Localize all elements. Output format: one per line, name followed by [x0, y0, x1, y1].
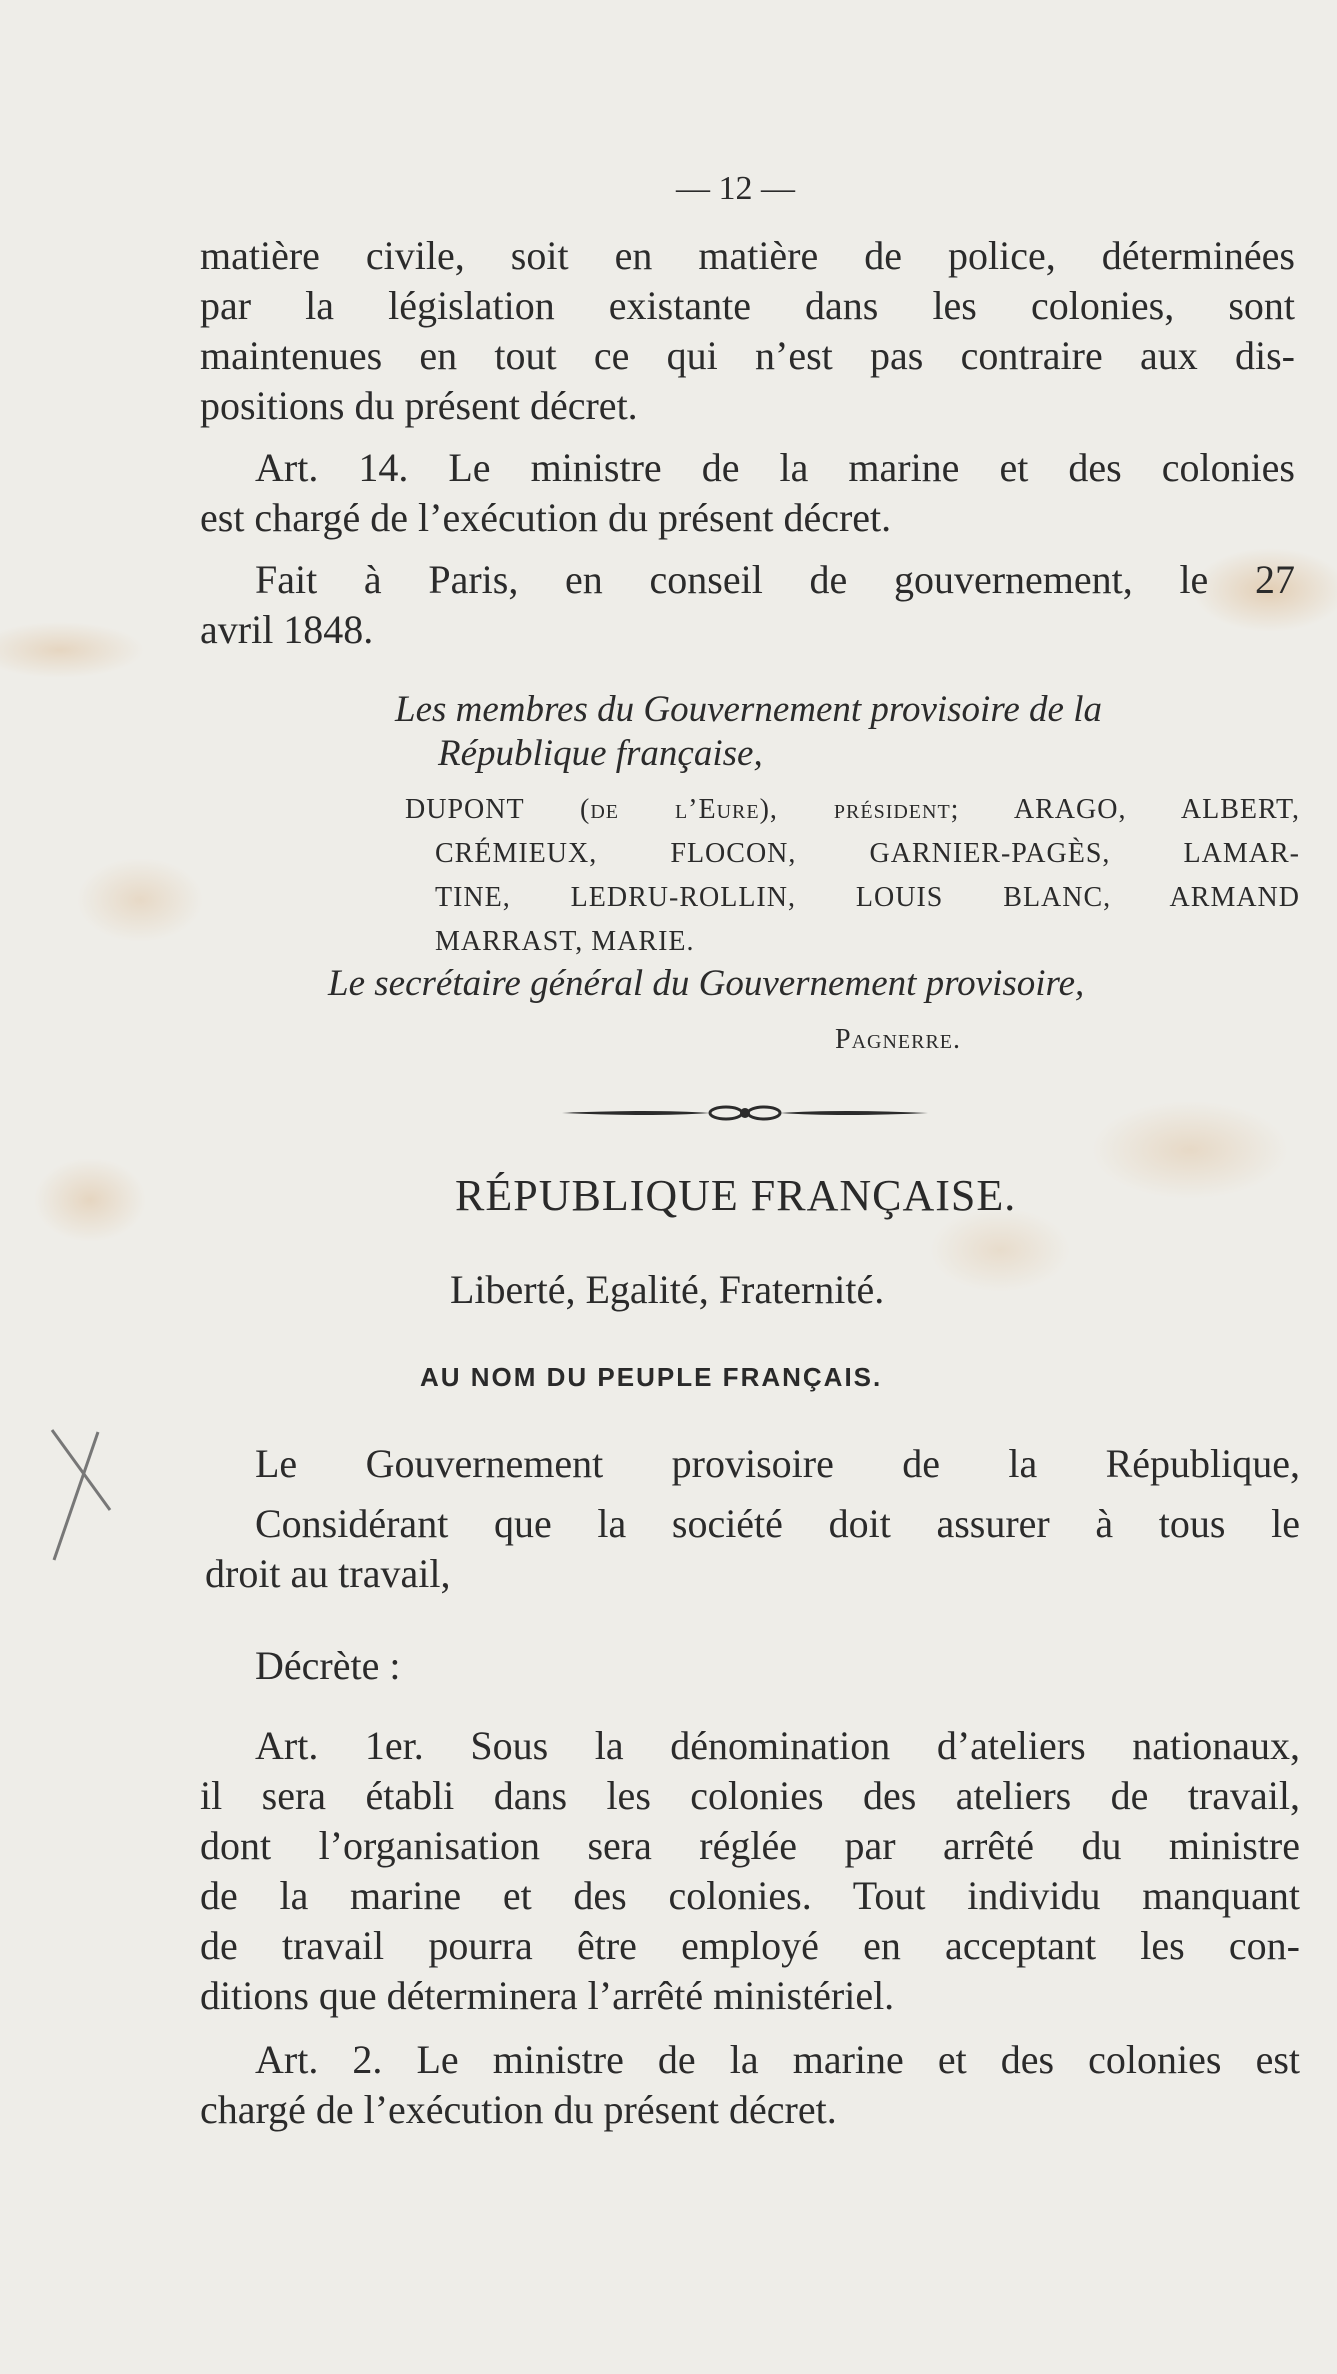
margin-x-mark-icon [40, 1420, 120, 1570]
signatories-names: TINE, LEDRU-ROLLIN, LOUIS BLANC, ARMAND [435, 882, 1300, 913]
date-line: Fait à Paris, en conseil de gouvernement, le 27 [255, 557, 1295, 602]
signatories-names: MARRAST, MARIE. [435, 926, 695, 957]
article-14-line: est chargé de l’exécution du présent décret. [200, 495, 892, 540]
date-line: avril 1848. [200, 607, 374, 652]
article-2-line: Art. 2. Le ministre de la marine et des colonies est [255, 2037, 1300, 2082]
continuation-line: matière civile, soit en matière de police, déterminées [200, 233, 1295, 278]
heading-au-nom: AU NOM DU PEUPLE FRANÇAIS. [420, 1362, 883, 1392]
article-1-line: ditions que déterminera l’arrêté ministériel. [200, 1973, 895, 2018]
continuation-line: par la législation existante dans les colonies, sont [200, 283, 1295, 328]
article-1-line: de la marine et des colonies. Tout individu manquant [200, 1873, 1300, 1918]
article-1-line: dont l’organisation sera réglée par arrêté du ministre [200, 1823, 1300, 1868]
article-2-line: chargé de l’exécution du présent décret. [200, 2087, 837, 2132]
decrete: Décrète : [255, 1643, 401, 1688]
signatories-title: Les membres du Gouvernement provisoire de la [395, 689, 1102, 730]
continuation-line: positions du présent décret. [200, 383, 638, 428]
secretary-title: Le secrétaire général du Gouvernement provisoire, [328, 963, 1085, 1004]
preamble-line: Considérant que la société doit assurer à tous le [255, 1501, 1300, 1546]
signatories-names: CRÉMIEUX, FLOCON, GARNIER-PAGÈS, LAMAR- [435, 838, 1300, 869]
preamble-line: Le Gouvernement provisoire de la République, [255, 1441, 1300, 1486]
article-1-line: il sera établi dans les colonies des ateliers de travail, [200, 1773, 1300, 1818]
preamble-line: droit au travail, [205, 1551, 451, 1596]
signatories-title: République française, [438, 733, 763, 774]
article-14-line: Art. 14. Le ministre de la marine et des colonies [255, 445, 1295, 490]
heading-devise: Liberté, Egalité, Fraternité. [450, 1267, 885, 1312]
article-1-line: Art. 1er. Sous la dénomination d’ateliers nationaux, [255, 1723, 1300, 1768]
heading-republique: RÉPUBLIQUE FRANÇAISE. [455, 1171, 1017, 1220]
ornament-divider [560, 1100, 930, 1126]
page-number: — 12 — [676, 170, 795, 207]
signatories-names: DUPONT (de l’Eure), président; ARAGO, ALBERT, [405, 794, 1300, 825]
article-1-line: de travail pourra être employé en acceptant les con- [200, 1923, 1300, 1968]
continuation-line: maintenues en tout ce qui n’est pas contraire aux dis- [200, 333, 1295, 378]
secretary-name: Pagnerre. [835, 1024, 962, 1055]
